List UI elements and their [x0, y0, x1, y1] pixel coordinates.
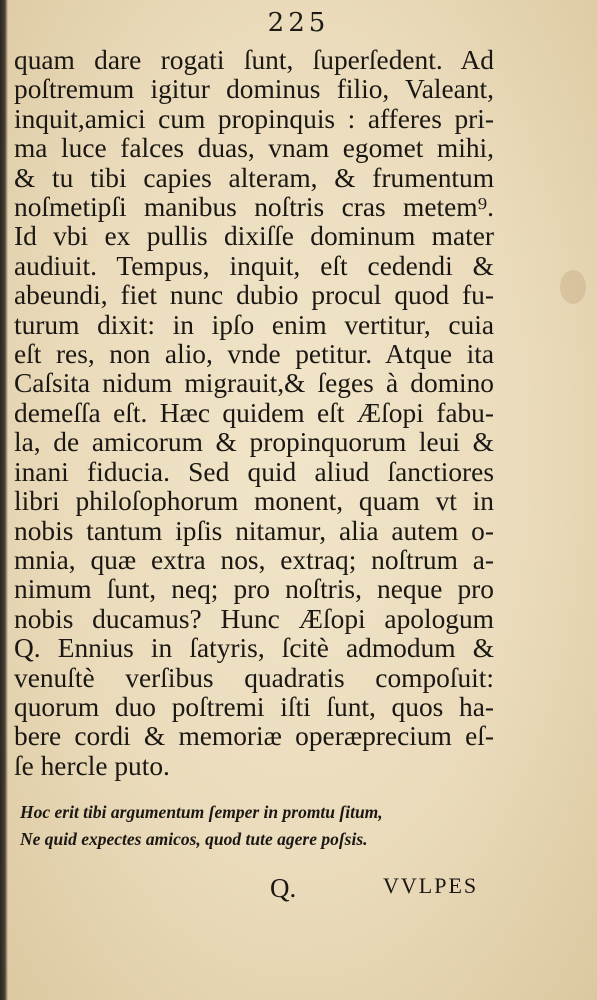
text-line: Q. Ennius in ſatyris, ſcitè admodum & [14, 633, 494, 664]
binding-gutter [0, 0, 8, 1000]
page-number: 225 [267, 8, 330, 38]
verse-line: Hoc erit tibi argumentum ſemper in promtu ſitum, [20, 802, 383, 822]
catchword-initial: Q. [270, 873, 297, 903]
body-text [14, 46, 494, 781]
text-line: Id vbi ex pullis dixiſſe dominum mater [14, 221, 494, 252]
text-line: poſtremum igitur dominus filio, Valeant, [14, 74, 494, 105]
text-line: abeundi, fiet nunc dubio procul quod fu- [14, 280, 494, 311]
text-line: la, de amicorum & propinquorum leui & [14, 427, 494, 458]
paper-stain [560, 270, 586, 304]
verse-line: Ne quid expectes amicos, quod tute agere poſsis. [20, 829, 368, 849]
text-line: quam dare rogati ſunt, ſuperſedent. Ad [14, 45, 494, 75]
text-line: nimum ſunt, neq; pro noſtris, neque pro [14, 574, 494, 605]
text-line: venuſtè verſibus quadratis compoſuit: [14, 662, 494, 693]
text-line: bere cordi & memoriæ operæprecium eſ- [14, 721, 494, 752]
catchword: VVLPES [383, 873, 479, 898]
text-line: turum dixit: in ipſo enim vertitur, cuia [14, 309, 494, 340]
text-line: ſe hercle puto. [14, 750, 170, 781]
text-line: inquit,amici cum propinquis : afferes pri- [14, 103, 494, 134]
text-line: nobis ducamus? Hunc Æſopi apologum [14, 603, 494, 634]
text-line: quorum duo poſtremi iſti ſunt, quos ha- [14, 691, 494, 722]
text-line: eſt res, non alio, vnde petitur. Atque ita [14, 339, 494, 370]
text-line: & tu tibi capies alteram, & frumentum [14, 162, 494, 193]
text-line: libri philoſophorum monent, quam vt in [14, 486, 494, 517]
text-line: ma luce falces duas, vnam egomet mihi, [14, 133, 494, 164]
text-line: inani fiducia. Sed quid aliud ſanctiores [14, 456, 494, 487]
text-line: audiuit. Tempus, inquit, eſt cedendi & [14, 250, 494, 281]
text-line: Caſsita nidum migrauit,& ſeges à domino [14, 368, 494, 399]
text-line: mnia, quæ extra nos, extraq; noſtrum a- [14, 544, 494, 575]
text-line: demeſſa eſt. Hæc quidem eſt Æſopi fabu- [14, 397, 494, 428]
text-line: noſmetipſi manibus noſtris cras metem⁹. [14, 192, 494, 223]
text-line: nobis tantum ipſis nitamur, alia autem o- [14, 515, 494, 546]
